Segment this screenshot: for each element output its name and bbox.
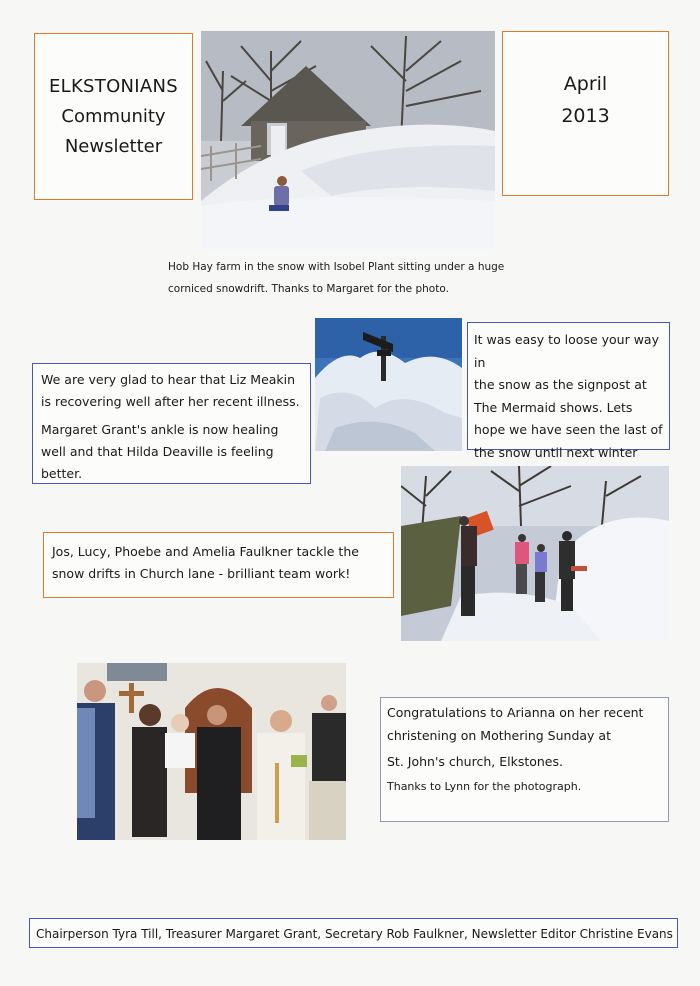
farm-caption-line-1: Hob Hay farm in the snow with Isobel Plant sitting under a huge (168, 261, 505, 273)
masthead-title: ELKSTONIANS (48, 75, 179, 97)
christening-photo (77, 663, 346, 840)
signpost-line-2: the snow as the signpost at (474, 377, 647, 393)
signpost-line-3: The Mermaid shows. Lets (474, 399, 633, 415)
signpost-line-1: It was easy to loose your way in (474, 332, 659, 370)
christening-note-box (380, 697, 669, 822)
christening-line-2: St. John's church, Elkstones. (387, 754, 563, 769)
issue-year: 2013 (561, 105, 610, 127)
christening-line-1: Congratulations to Arianna on her recent christening on Mothering Sunday at (387, 705, 644, 743)
committee-footer (29, 918, 678, 948)
farm-snow-photo (201, 31, 495, 249)
masthead-subtitle: Community (61, 105, 166, 127)
signpost-snow-photo (315, 318, 462, 451)
committee-text: Chairperson Tyra Till, Treasurer Margaret Grant, Secretary Rob Faulkner, Newsletter Editor Christine Evans (36, 927, 673, 941)
masthead-subtitle-2: Newsletter (64, 135, 163, 157)
farm-caption-line-2: corniced snowdrift. Thanks to Margaret for the photo. (168, 283, 449, 295)
farm-photo-caption (168, 256, 508, 300)
signpost-note-box (467, 322, 670, 460)
masthead-box (34, 33, 193, 200)
church-lane-snow-photo (401, 466, 669, 641)
signpost-line-5: the snow until next winter (474, 444, 638, 460)
snow-team-note-box (43, 532, 394, 598)
health-note-box (32, 363, 311, 484)
health-para-2: Margaret Grant's ankle is now healing well and that Hilda Deaville is feeling better. (41, 422, 279, 481)
christening-line-3: Thanks to Lynn for the photograph. (387, 779, 582, 793)
issue-month: April (563, 73, 608, 95)
health-para-1: We are very glad to hear that Liz Meakin is recovering well after her recent illness. (41, 372, 300, 409)
snow-team-text: Jos, Lucy, Phoebe and Amelia Faulkner tackle the snow drifts in Church lane - brilliant team work! (52, 544, 359, 581)
issue-date-box (502, 31, 669, 196)
signpost-line-4: hope we have seen the last of (474, 422, 663, 438)
